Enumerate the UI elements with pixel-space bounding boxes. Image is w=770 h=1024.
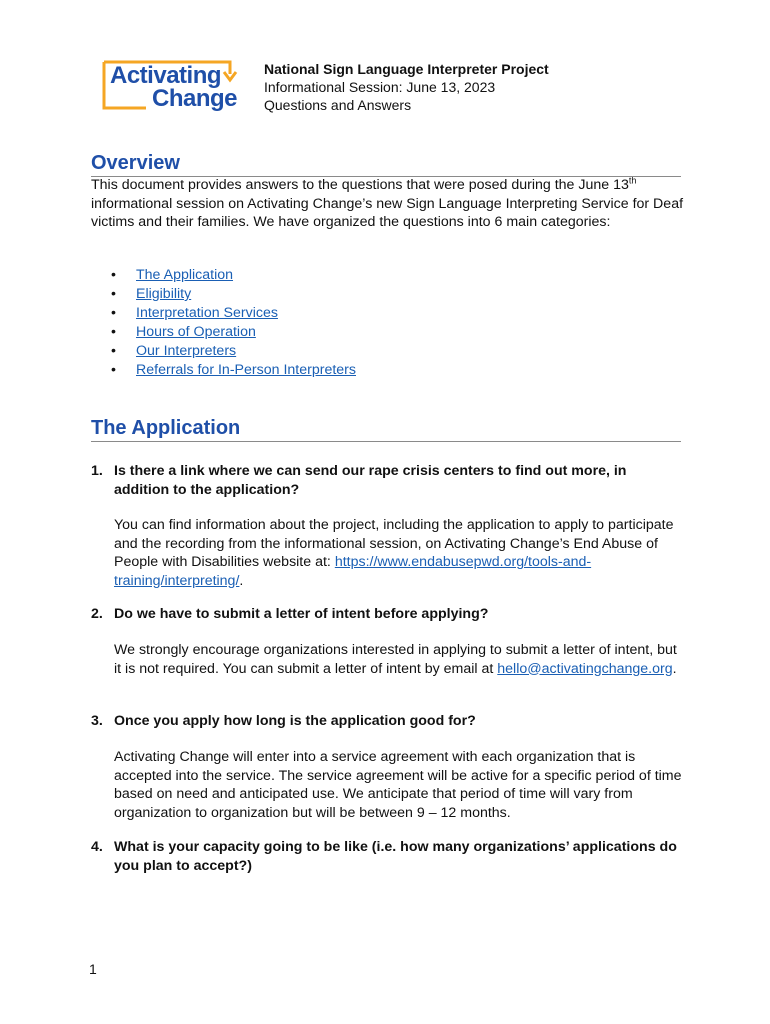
overview-heading: Overview <box>91 151 681 177</box>
ordinal-suffix: th <box>628 175 637 186</box>
list-item <box>108 361 356 380</box>
overview-intro-start: This document provides answers to the questions that were posed during the June 13 <box>91 177 629 193</box>
bullet-icon: • <box>111 343 116 359</box>
question-text: Is there a link where we can send our rape crisis centers to find out more, in addition to the application? <box>114 463 627 498</box>
logo-word-activating: Activating <box>110 62 222 89</box>
category-link-application[interactable]: The Application <box>136 267 234 283</box>
list-item <box>108 323 356 342</box>
document-header <box>264 60 549 114</box>
activating-change-logo <box>100 56 246 114</box>
question-4 <box>91 838 681 875</box>
list-item <box>108 285 356 304</box>
category-link-interpretation-services[interactable]: Interpretation Services <box>136 305 278 321</box>
question-number: 2. <box>91 606 103 622</box>
question-2 <box>91 605 681 624</box>
bullet-icon: • <box>111 286 116 302</box>
category-list <box>108 266 356 380</box>
question-text: Once you apply how long is the application good for? <box>114 713 476 729</box>
document-type: Questions and Answers <box>264 97 412 113</box>
email-link[interactable]: hello@activatingchange.org <box>497 660 673 677</box>
session-info: Informational Session: June 13, 2023 <box>264 79 496 95</box>
question-text: Do we have to submit a letter of intent before applying? <box>114 606 489 622</box>
bullet-icon: • <box>111 305 116 321</box>
bullet-icon: • <box>111 267 116 283</box>
category-link-our-interpreters[interactable]: Our Interpreters <box>136 343 237 359</box>
logo-word-change: Change <box>152 85 238 112</box>
bullet-icon: • <box>111 362 116 378</box>
question-text: What is your capacity going to be like (i.e. how many organizations’ applications do you plan to accept?) <box>114 839 677 874</box>
question-number: 3. <box>91 713 103 729</box>
category-link-referrals[interactable]: Referrals for In-Person Interpreters <box>136 362 356 378</box>
application-heading: The Application <box>91 416 681 442</box>
category-link-hours-of-operation[interactable]: Hours of Operation <box>136 324 256 340</box>
question-3 <box>91 712 681 731</box>
answer-3: Activating Change will enter into a service agreement with each organization that is accepted into the service. The service agreement will be active for a specific period of time based on need and anticipated use. We anticipate that period of time will vary from organization to organization but will be between 9 – 12 months. <box>114 749 682 821</box>
list-item <box>108 342 356 361</box>
question-number: 4. <box>91 839 103 855</box>
bullet-icon: • <box>111 324 116 340</box>
answer-end: . <box>672 660 677 677</box>
question-number: 1. <box>91 463 103 479</box>
list-item <box>108 304 356 323</box>
answer-1 <box>114 516 684 590</box>
overview-intro-end: informational session on Activating Change’s new Sign Language Interpreting Service for Deaf victims and their families. We have organized the questions into 6 main categories: <box>91 195 684 230</box>
overview-intro <box>91 176 686 232</box>
answer-end: . <box>239 572 244 589</box>
answer-2 <box>114 641 684 678</box>
question-1 <box>91 462 681 499</box>
website-link[interactable]: https://www.endabusepwd.org/tools-and-training/interpreting/ <box>114 554 592 589</box>
list-item <box>108 266 356 285</box>
answer-text: We strongly encourage organizations interested in applying to submit a letter of intent, but it is not required. You can submit a letter of intent by email at <box>114 642 677 677</box>
project-title: National Sign Language Interpreter Project <box>264 61 549 77</box>
answer-text: You can find information about the project, including the application to apply to participate and the recording from the informational session, on Activating Change’s End Abuse of People with Disabilities website at: <box>114 517 674 570</box>
page-number: 1 <box>89 961 97 977</box>
category-link-eligibility[interactable]: Eligibility <box>136 286 192 302</box>
